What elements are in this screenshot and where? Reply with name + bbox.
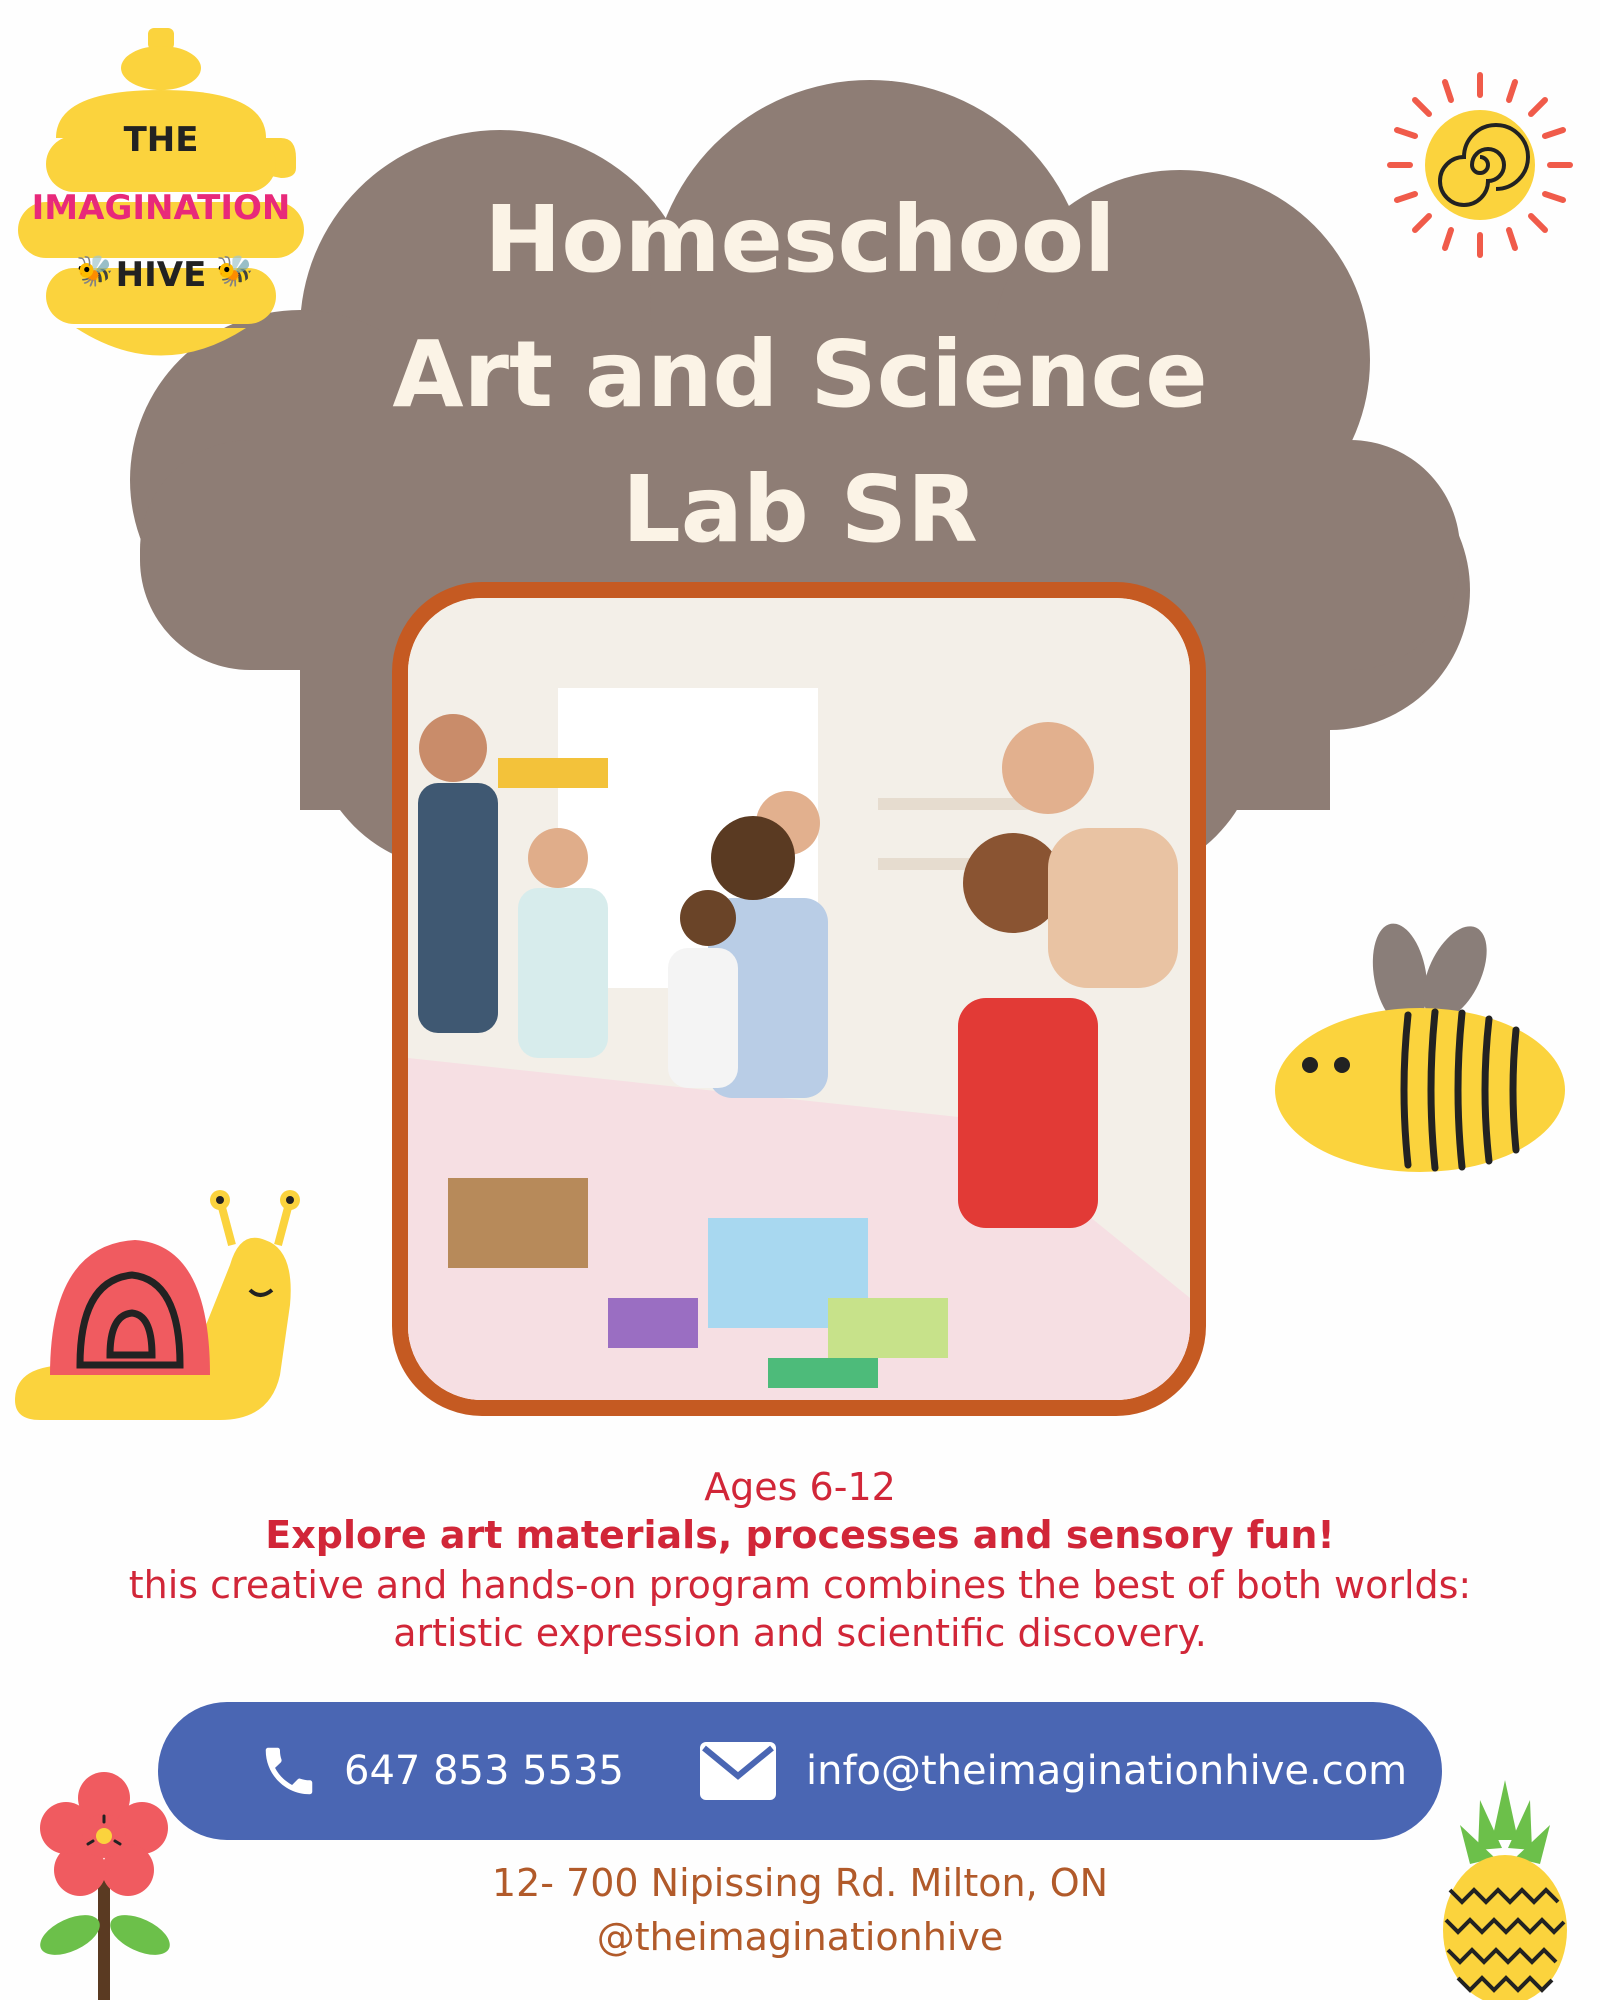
phone-link[interactable]: 647 853 5535: [344, 1748, 624, 1794]
sun-icon: [1385, 70, 1575, 260]
title-line-2: Art and Science: [392, 321, 1208, 428]
phone-icon: [258, 1740, 320, 1802]
envelope-icon: [698, 1740, 778, 1802]
address-text: 12- 700 Nipissing Rd. Milton, ON: [491, 1861, 1109, 1905]
pineapple-icon: [1440, 1780, 1570, 2000]
logo-hive: HIVE: [115, 255, 207, 295]
classroom-illustration: [408, 598, 1190, 1400]
small-bee-icon: 🐝: [216, 254, 254, 289]
email-link[interactable]: info@theimaginationhive.com: [806, 1748, 1408, 1794]
description-line-2: artistic expression and scientific discovery.: [393, 1611, 1207, 1655]
ages-text: Ages 6-12: [704, 1465, 896, 1509]
tagline-text: Explore art materials, processes and sensory fun!: [265, 1513, 1335, 1557]
beehive-logo: [16, 28, 306, 358]
title-line-3: Lab SR: [622, 456, 978, 563]
logo-the: THE: [123, 120, 199, 160]
logo-imagination: IMAGINATION: [31, 188, 291, 228]
social-handle[interactable]: @theimaginationhive: [596, 1915, 1004, 1959]
bee-icon: [1270, 915, 1570, 1185]
small-bee-icon: 🐝: [76, 254, 114, 289]
classroom-photo: [392, 582, 1206, 1416]
contact-bar: [158, 1702, 1442, 1840]
description-line-1: this creative and hands-on program combines the best of both worlds:: [128, 1563, 1472, 1607]
snail-icon: [10, 1185, 300, 1425]
flower-icon: [30, 1770, 180, 2000]
title-line-1: Homeschool: [484, 186, 1116, 293]
